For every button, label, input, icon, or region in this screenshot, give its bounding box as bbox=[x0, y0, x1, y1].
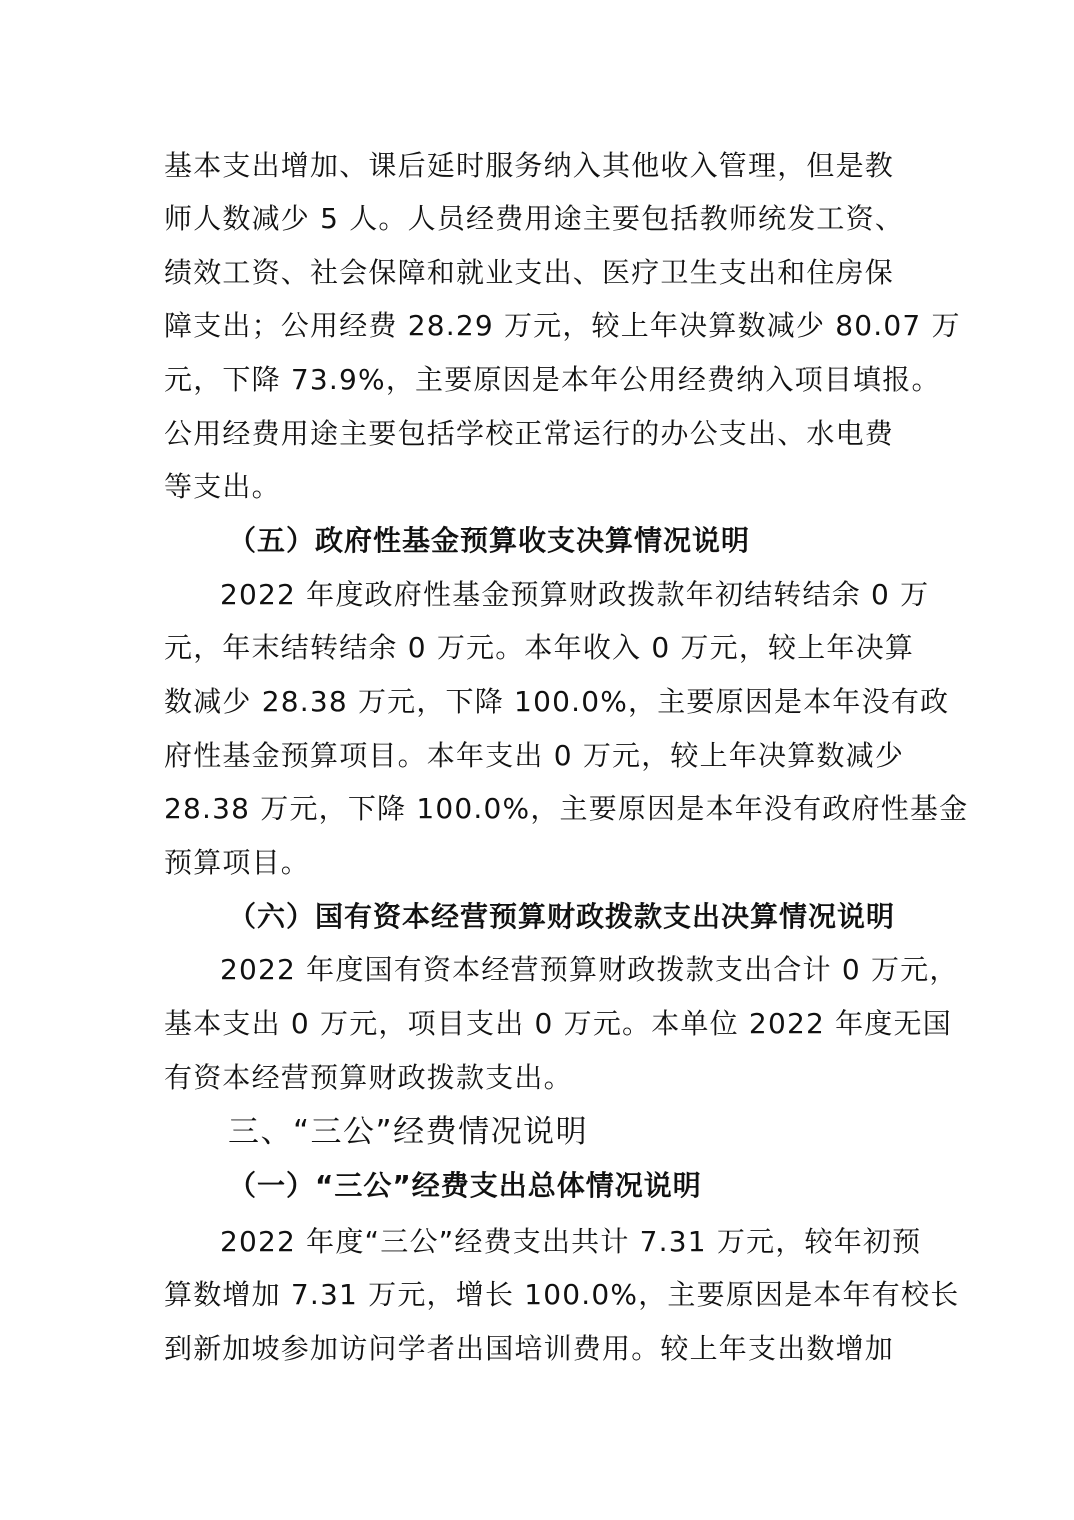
body-text-line: 障支出；公用经费 28.29 万元，较上年决算数减少 80.07 万 bbox=[164, 309, 961, 342]
body-text-line: 数减少 28.38 万元，下降 100.0%，主要原因是本年没有政 bbox=[164, 685, 950, 718]
body-text-line: 元，下降 73.9%，主要原因是本年公用经费纳入项目填报。 bbox=[164, 363, 941, 396]
section-heading: （五）政府性基金预算收支决算情况说明 bbox=[228, 524, 751, 557]
body-text-line: 元，年末结转结余 0 万元。本年收入 0 万元，较上年决算 bbox=[164, 631, 915, 664]
body-text-line: 2022 年度“三公”经费支出共计 7.31 万元，较年初预 bbox=[220, 1225, 922, 1258]
body-text-line: 到新加坡参加访问学者出国培训费用。较上年支出数增加 bbox=[164, 1332, 895, 1365]
body-text-line: 预算项目。 bbox=[164, 846, 311, 879]
body-text-line: 算数增加 7.31 万元，增长 100.0%，主要原因是本年有校长 bbox=[164, 1278, 960, 1311]
body-text-line: 2022 年度国有资本经营预算财政拨款支出合计 0 万元， bbox=[220, 953, 959, 986]
body-text-line: 师人数减少 5 人。人员经费用途主要包括教师统发工资、 bbox=[164, 202, 905, 235]
section-heading: （一）“三公”经费支出总体情况说明 bbox=[228, 1169, 702, 1202]
section-heading: （六）国有资本经营预算财政拨款支出决算情况说明 bbox=[228, 900, 896, 933]
body-text-line: 等支出。 bbox=[164, 470, 281, 503]
body-text-line: 府性基金预算项目。本年支出 0 万元，较上年决算数减少 bbox=[164, 739, 905, 772]
body-text-line: 基本支出 0 万元，项目支出 0 万元。本单位 2022 年度无国 bbox=[164, 1007, 952, 1040]
body-text-line: 公用经费用途主要包括学校正常运行的办公支出、水电费 bbox=[164, 417, 895, 450]
body-text-line: 基本支出增加、课后延时服务纳入其他收入管理，但是教 bbox=[164, 149, 895, 182]
body-text-line: 2022 年度政府性基金预算财政拨款年初结转结余 0 万 bbox=[220, 578, 930, 611]
body-text-line: 28.38 万元，下降 100.0%，主要原因是本年没有政府性基金 bbox=[164, 792, 969, 825]
chapter-heading: 三、“三公”经费情况说明 bbox=[228, 1114, 589, 1150]
body-text-line: 有资本经营预算财政拨款支出。 bbox=[164, 1061, 573, 1094]
body-text-line: 绩效工资、社会保障和就业支出、医疗卫生支出和住房保 bbox=[164, 256, 895, 289]
